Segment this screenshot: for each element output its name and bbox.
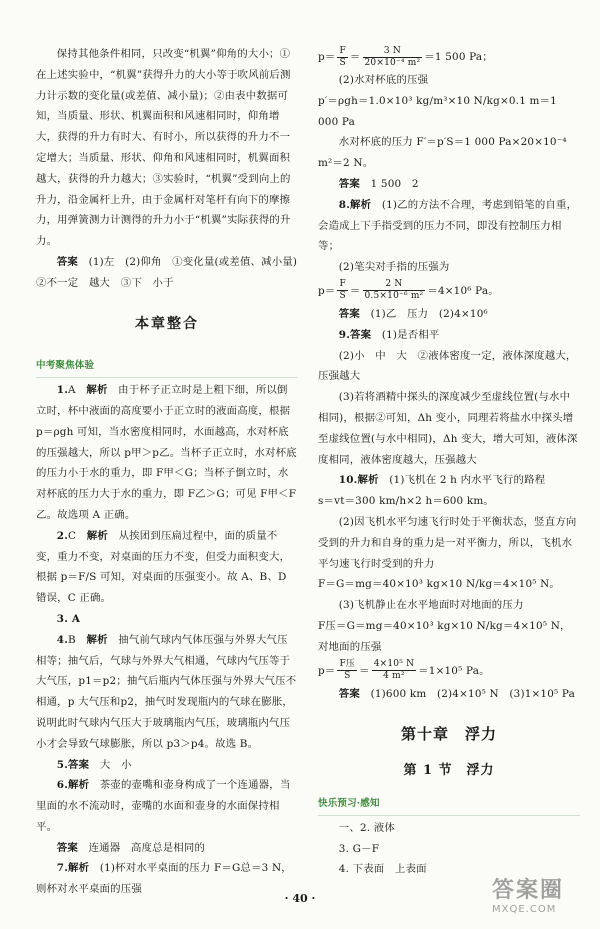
watermark-url: MXQE.COM [492,904,557,915]
q-answer: B [68,633,76,646]
text-line: (2)水对杯底的压强 [338,74,429,86]
right-column [318,44,580,880]
formula-pressure-1 [318,44,580,70]
q-num: 5. [56,758,69,771]
q-num: 10. [338,474,358,487]
answer-line: 4. 下表面 上表面 [338,863,427,876]
answer-line [318,174,580,195]
denominator: S [339,291,346,302]
text-line: (2)小 中 大 ②液体密度一定，液体深度越大，压强越大 [318,349,577,383]
answer-text: 连通器 高度总是相同的 [88,841,206,854]
question-4 [36,630,298,755]
numerator: F [339,279,346,290]
fraction [363,46,423,69]
question-5 [36,755,298,776]
text-line: 对地面的压强 [318,640,382,653]
formula-pressure-2 [318,278,580,304]
denominator: 0.5×10⁻⁶ m² [364,291,424,302]
fraction [337,659,357,682]
answer-line [36,252,308,294]
fraction [337,279,347,302]
numerator: F [339,45,346,56]
text-line: (3)飞机静止在水平地面时对地面的压力 [338,599,524,612]
answer-label: 答案 [338,687,360,700]
watermark-text: 答案圈 [492,878,565,903]
q-label: 解析 [86,633,108,646]
q-answer: A [68,384,76,397]
q-text: 从挨团到压扁过程中，面的质量不变，重力不变，对桌面的压力不变，但受力面积变大，根据 p＝F/S 可知，对桌面的压强变小。故 A、B、D 错误，C 正确。 [36,529,291,605]
fraction [363,279,426,302]
q-num: 2. [56,529,69,542]
q-label: 答案 [350,328,372,341]
q-text: 由于杯子正立时是上粗下细，所以倒立时，杯中液面的高度要小于正立时的液面高度，根据 p＝ρgh 可知，当水密度相同时，水面越高，水对杯底的压强越大，所以 p甲＞p乙。当杯子正立时，水对杯底的压力小于水的重力，即 F甲＜G；当杯子倒立时，水对杯底的压力大于水的重力，即 F乙＞G；可见 F甲＜F乙。故选项 A 正确。 [36,384,297,521]
numerator: 3 N [363,46,423,58]
q-text: (1)是否相平 [381,328,440,341]
question-8 [318,195,580,257]
text-line: (2)因飞机水平匀速飞行时处于平衡状态，竖直方向受到的升力和自身的重力是一对平衡力，所以，飞机水平匀速飞行时受到的升力 [318,515,577,570]
answer-line: 3. G－F [338,842,380,855]
numerator: F压 [339,659,356,670]
q-num: 1. [56,384,69,397]
section-title: 第 1 节 浮力 [403,763,495,779]
fraction [337,46,347,69]
question-6-answer [36,838,298,859]
q-text: 茶壶的壶嘴和壶身构成了一个连通器，当里面的水不流动时，壶嘴的水面和壶身的水面保持相平。 [36,779,291,833]
formula-result: ＝4×10⁶ Pa。 [427,284,499,297]
q-text: (1)杯对水平桌面的压力 F＝G总＝3 N，则杯对水平桌面的压强 [36,862,292,896]
equals-sign: ＝ [349,51,361,63]
q-label: 解析 [86,529,108,542]
question-1 [36,380,298,526]
q-num: 7. [56,862,69,875]
q-label: 解析 [86,384,108,397]
question-6 [36,775,298,837]
numerator: 2 N [363,279,426,291]
formula-result: ＝1×10⁵ Pa。 [418,664,490,677]
q-text: (1)飞机在 2 h 内水平飞行的路程 [389,474,546,487]
text-line: 水对杯底的压力 F′＝p′S＝1 000 Pa×20×10⁻⁴ m²＝2 N。 [318,136,567,170]
q-label: 解析 [350,198,372,211]
q-text: (1)乙的方法不合理，考虑到铅笔的自重，会造成上下手指受到的压力不同，即没有控制压力相等； [318,198,578,253]
q-num: 8. [338,198,351,211]
formula-lhs: p＝ [318,51,336,63]
denominator: S [344,671,351,682]
formula-lhs: p＝ [318,284,336,297]
denominator: 20×10⁻⁴ m² [364,57,421,68]
chapter-title: 第十章 浮力 [400,725,497,744]
text-line: s＝vt＝300 km/h×2 h＝600 km。 [318,495,495,508]
answer-label: 答案 [338,307,360,320]
answer-line: 一、2. 液体 [338,821,395,834]
q-num: 6. [56,779,69,792]
text-line: F压＝G＝mg＝40×10³ kg×10 N/kg＝4×10⁵ N， [318,619,571,632]
text-line: F＝G＝mg＝40×10³ kg×10 N/kg＝4×10⁵ N。 [318,578,561,591]
left-column [36,44,308,900]
equals-sign: ＝ [349,284,361,297]
denominator: S [339,57,346,68]
answer-line [318,684,580,705]
formula-result: ＝1 500 Pa； [424,51,493,63]
section-tag: 快乐预习·感知 [318,794,580,816]
answer-text: (1)左 (2)仰角 ①变化量(或差值、减小量) ②不一定 越大 ③下 小于 [36,255,308,289]
text-line: (3)若将酒精中探头的深度减少至虚线位置(与水中相同)，根据②可知，Δh 变小，同理若将盐水中探头增至虚线位置(与水中相同)，Δh 变大，增大可知，液体深度相同，液体密度越大，压强越大 [318,391,578,466]
q-answer: C [68,529,77,542]
q-label: 解析 [68,862,90,875]
answer-text: (1)600 km (2)4×10⁵ N (3)1×10⁵ Pa [370,687,576,700]
q-num: 4. [56,633,69,646]
q-label: 解析 [68,779,90,792]
section-title: 本章整合 [135,315,199,332]
section-tag: 中考聚焦体验 [36,356,298,378]
answer-text: (1)乙 压力 (2)4×10⁶ [370,307,488,320]
question-3: 3. A [56,612,81,625]
answer-text: 1 500 2 [370,177,419,190]
q-text: 大 小 [99,758,132,771]
q-label: 解析 [357,474,379,487]
equals-sign: ＝ [359,664,370,677]
formula-pressure-3 [318,658,580,684]
answer-label: 答案 [338,177,360,190]
page-number: · 40 · [284,892,316,905]
answer-label: 答案 [56,255,78,268]
answer-label: 答案 [56,841,78,854]
question-10 [318,470,580,491]
analysis-paragraph: 保持其他条件相同，只改变“机翼”仰角的大小；①在上述实验中，“机翼”获得升力的大小等于吹风前后测力计示数的变化量(或差值、减小量)；②由表中数据可知，当质量、形状、机翼面积和风速相同时，仰角增大，获得的升力有时大、有时小，所以获得的升力不一定增大；当质量、形状、仰角和风速相同时，机翼面积越大，获得的升力越大；③实验时，“机翼”受到向上的升力，沿金属杆上升，由于金属杆对笔杆有向下的摩擦力，用弹簧测力计测得的升力小于“机翼”实际获得的升力。 [36,48,291,248]
text-line: p′＝ρgh＝1.0×10³ kg/m³×10 N/kg×0.1 m＝1 000 Pa [318,94,557,128]
question-9 [318,325,580,346]
numerator: 4×10⁵ N [373,659,415,670]
q-text: 抽气前气球内气体压强与外界大气压相等；抽气后，气球与外界大气相通，气球内气压等于大气压，p1＝p2；抽气后瓶内气体压强与外界大气压不相通，p 大气压和p2，抽气时发现瓶内的气球在膨胀，说明此时气球内气压大于玻璃瓶内气压，玻璃瓶内气压小才会导致气球膨胀，所以 p3＞p4。故选 B。 [36,633,297,750]
fraction [372,659,416,682]
q-num: 9. [338,328,351,341]
watermark-logo [492,873,588,915]
answer-line [318,304,580,325]
text-line: (2)笔尖对手指的压强为 [338,261,450,274]
denominator: 4 m² [383,671,405,682]
formula-lhs: p＝ [318,664,336,677]
question-2 [36,526,298,609]
q-label: 答案 [68,758,90,771]
